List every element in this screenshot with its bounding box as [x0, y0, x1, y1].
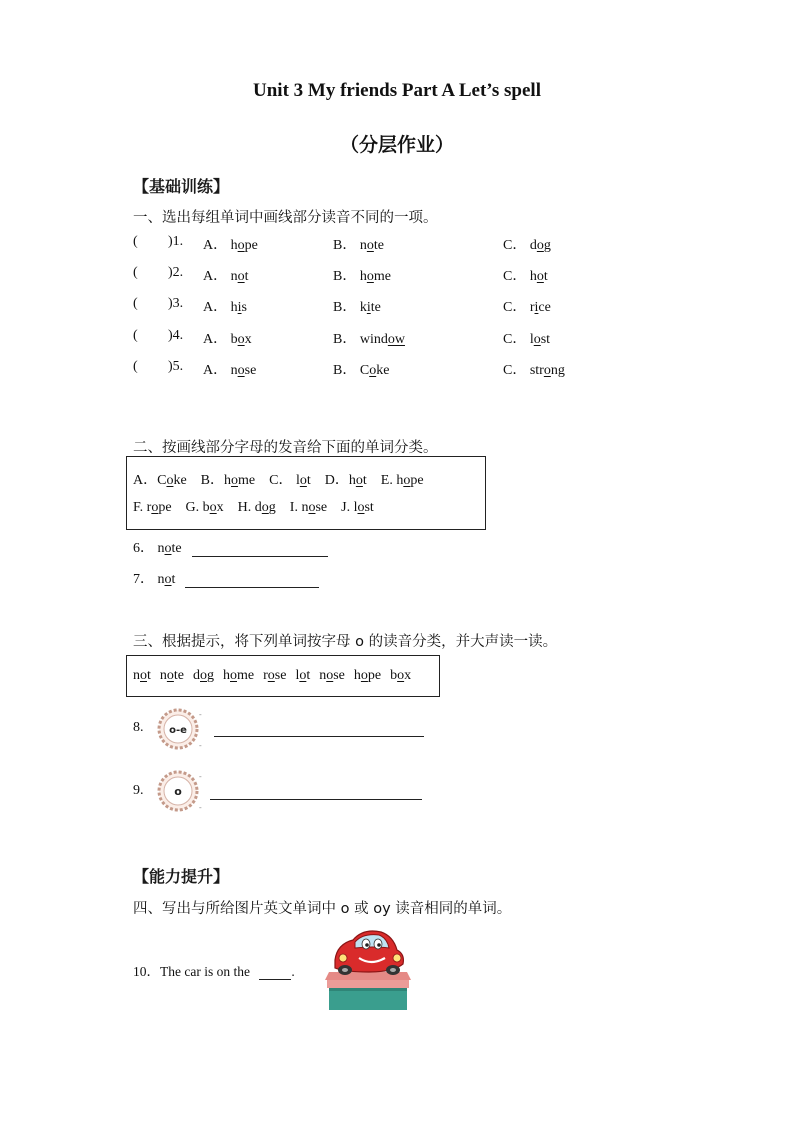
- q10-end: .: [291, 964, 295, 979]
- answer-blank-8[interactable]: [214, 722, 424, 737]
- option-b[interactable]: B． window: [333, 331, 405, 347]
- option-word: hope: [230, 238, 258, 253]
- svg-text:-: -: [199, 803, 202, 812]
- answer-blank-10[interactable]: [259, 965, 291, 980]
- option-word: lost: [529, 331, 551, 347]
- option-a[interactable]: A． hope: [203, 238, 258, 253]
- word-list-item: dog: [193, 668, 214, 683]
- svg-text:-: -: [199, 710, 202, 719]
- option-word: window: [359, 331, 405, 347]
- option-a[interactable]: A． nose: [203, 362, 257, 378]
- word-bank-item: J. lost: [341, 500, 374, 515]
- answer-paren[interactable]: (: [133, 265, 138, 281]
- classification-row: 6． note: [133, 537, 328, 557]
- question-number: )3.: [168, 296, 184, 312]
- option-c[interactable]: C． strong: [503, 362, 565, 378]
- item-9-number: 9.: [133, 783, 144, 798]
- car-on-box-image: [323, 922, 413, 1017]
- word-bank-item: H. dog: [237, 500, 276, 515]
- word-list-box: [126, 655, 440, 697]
- answer-paren[interactable]: (: [133, 234, 138, 249]
- question-number: )4.: [168, 327, 184, 343]
- badge-o-label: o: [174, 785, 182, 798]
- classification-word: not: [157, 572, 176, 587]
- word-list-item: rose: [263, 668, 287, 683]
- answer-blank[interactable]: [192, 542, 328, 557]
- question-row: [0, 359, 794, 379]
- word-bank-line-1: [133, 469, 438, 489]
- option-word: nose: [230, 362, 257, 378]
- section-heading-advanced: 【能力提升】: [133, 867, 230, 886]
- word-list-item: hope: [353, 668, 382, 683]
- question-number: )5.: [168, 358, 184, 374]
- q10-text: The car is on the: [160, 964, 250, 979]
- badge-o-e-label: o-e: [169, 725, 187, 736]
- option-a[interactable]: A． not: [203, 269, 249, 285]
- option-word: note: [359, 238, 384, 253]
- question-row: [0, 234, 794, 254]
- option-c[interactable]: C． rice: [503, 300, 551, 316]
- svg-text:-: -: [199, 741, 202, 750]
- option-c[interactable]: C． hot: [503, 269, 548, 285]
- option-word: box: [230, 331, 252, 347]
- question-row: [0, 296, 794, 316]
- word-list: [133, 668, 420, 684]
- classification-word: note: [157, 541, 182, 556]
- option-a[interactable]: A． box: [203, 331, 252, 347]
- option-word: not: [230, 269, 249, 285]
- option-c[interactable]: C． lost: [503, 331, 551, 347]
- sound-badge-o: [157, 770, 203, 812]
- question-number: )2.: [168, 265, 184, 281]
- question-10: [133, 960, 295, 980]
- section-heading-basic: 【基础训练】: [133, 177, 230, 196]
- part2-instruction: 二、按画线部分字母的发音给下面的单词分类。: [133, 440, 438, 456]
- question-number: )1.: [168, 234, 184, 249]
- item-8: [133, 720, 144, 736]
- item-8-number: 8.: [133, 720, 144, 735]
- question-row: [0, 328, 794, 348]
- car-on-box-illustration: [323, 922, 413, 1012]
- page-title: Unit 3 My friends Part A Let’s spell: [253, 80, 541, 101]
- option-word: dog: [529, 238, 551, 253]
- svg-text:-: -: [199, 772, 202, 781]
- item-9: [133, 783, 144, 799]
- answer-paren[interactable]: (: [133, 296, 138, 312]
- page-subtitle: （分层作业）: [339, 134, 454, 156]
- answer-blank-9[interactable]: [210, 785, 422, 800]
- word-bank-item: F. rope: [133, 500, 172, 515]
- word-bank-item: D．hot: [324, 473, 367, 488]
- word-list-item: box: [390, 668, 412, 683]
- word-bank-item: B．home: [200, 473, 256, 488]
- word-bank-item: G. box: [185, 500, 224, 515]
- word-list-item: home: [223, 668, 255, 683]
- word-bank-item: C． lot: [269, 473, 311, 488]
- word-list-item: note: [159, 668, 184, 683]
- answer-paren[interactable]: (: [133, 358, 138, 374]
- option-b[interactable]: B． note: [333, 238, 384, 253]
- word-list-item: not: [133, 668, 151, 683]
- word-bank-line-2: [133, 500, 388, 516]
- question-row: [0, 265, 794, 285]
- q10-number: 10．: [133, 964, 160, 979]
- option-word: hot: [529, 269, 548, 285]
- part1-instruction: 一、选出每组单词中画线部分读音不同的一项。: [133, 210, 438, 226]
- word-list-item: lot: [295, 668, 311, 683]
- answer-blank[interactable]: [185, 573, 319, 588]
- word-bank-box: [126, 456, 486, 530]
- option-b[interactable]: B． home: [333, 269, 391, 285]
- option-word: rice: [529, 300, 551, 316]
- option-word: his: [230, 300, 247, 316]
- sound-badge-o-e: [157, 708, 203, 750]
- option-b[interactable]: B． Coke: [333, 362, 390, 378]
- option-a[interactable]: A． his: [203, 300, 247, 316]
- classification-row: 7． not: [133, 568, 319, 588]
- option-word: Coke: [359, 362, 390, 378]
- word-bank-item: E. hope: [380, 473, 424, 488]
- word-bank-item: A．Coke: [133, 473, 187, 488]
- option-b[interactable]: B． kite: [333, 300, 381, 316]
- option-c[interactable]: C． dog: [503, 238, 551, 253]
- word-bank-item: I. nose: [289, 500, 328, 515]
- word-list-item: nose: [319, 668, 345, 683]
- option-word: home: [359, 269, 391, 285]
- answer-paren[interactable]: (: [133, 327, 138, 343]
- part4-instruction: 四、写出与所给图片英文单词中 o 或 oy 读音相同的单词。: [133, 901, 512, 917]
- option-word: strong: [529, 362, 565, 378]
- part3-instruction: 三、根据提示，将下列单词按字母 o 的读音分类，并大声读一读。: [133, 634, 558, 650]
- option-word: kite: [359, 300, 381, 316]
